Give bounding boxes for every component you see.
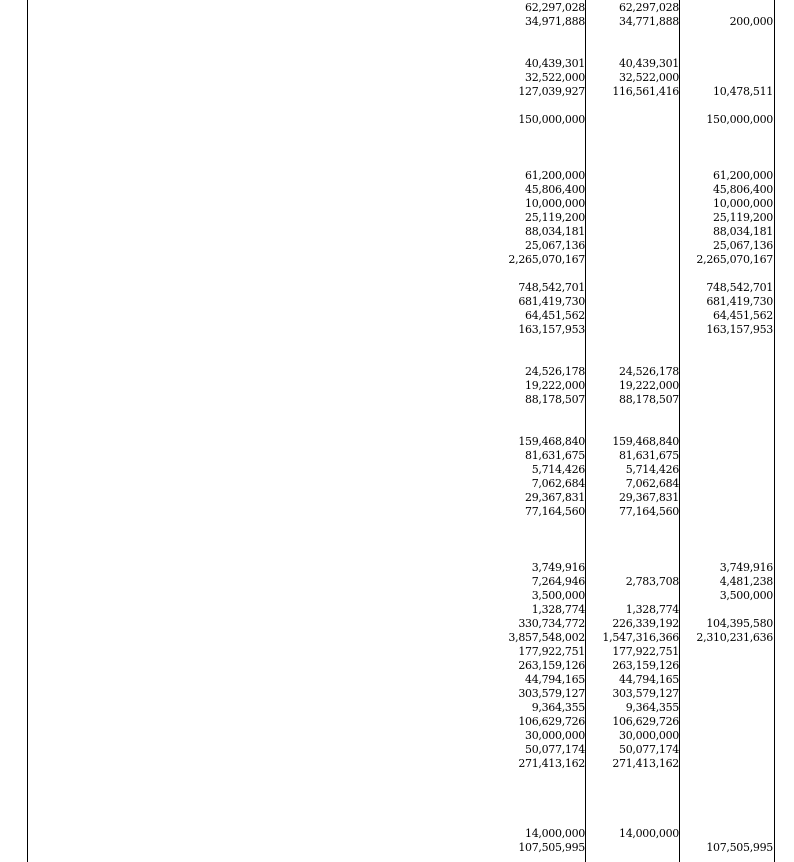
column-a-value	[587, 547, 679, 561]
column-b-value	[681, 477, 773, 491]
column-b-divider	[774, 0, 775, 862]
column-a-value	[587, 141, 679, 155]
total-value: 5,714,426	[531, 463, 585, 476]
column-b-value: 200,000	[729, 15, 773, 28]
total-value: 19,222,000	[525, 379, 585, 392]
column-b-value	[681, 407, 773, 421]
total-value	[485, 141, 585, 155]
total-value	[485, 43, 585, 57]
column-a-value	[587, 281, 679, 295]
total-value: 1,328,774	[531, 603, 585, 616]
column-a-value	[587, 561, 679, 575]
column-a-value	[587, 533, 679, 547]
column-a-value: 44,794,165	[619, 673, 679, 686]
column-a-value	[587, 155, 679, 169]
column-b-value	[681, 337, 773, 351]
column-b-value: 2,265,070,167	[696, 253, 773, 266]
total-value: 32,522,000	[525, 71, 585, 84]
left-border-line	[27, 0, 28, 862]
column-a-value	[587, 127, 679, 141]
column-a-value	[587, 519, 679, 533]
column-a-value: 40,439,301	[619, 57, 679, 70]
total-value	[485, 533, 585, 547]
row-group-tick	[27, 748, 28, 754]
total-value: 163,157,953	[518, 323, 585, 336]
total-value: 45,806,400	[525, 183, 585, 196]
column-a-value	[587, 323, 679, 337]
row-group-tick	[27, 256, 28, 262]
column-a-value	[587, 295, 679, 309]
column-b-value: 4,481,238	[719, 575, 773, 588]
column-b-value: 104,395,580	[706, 617, 773, 630]
column-a-value	[587, 43, 679, 57]
column-b-value: 163,157,953	[706, 323, 773, 336]
total-value: 29,367,831	[525, 491, 585, 504]
total-value: 24,526,178	[525, 365, 585, 378]
total-value: 681,419,730	[518, 295, 585, 308]
column-b-value	[681, 519, 773, 533]
total-value	[485, 771, 585, 785]
total-value	[485, 99, 585, 113]
column-b-value: 3,500,000	[719, 589, 773, 602]
column-b-value: 45,806,400	[713, 183, 773, 196]
column-a-value: 14,000,000	[619, 827, 679, 840]
column-b-value	[681, 127, 773, 141]
column-a-value	[587, 309, 679, 323]
total-value: 271,413,162	[518, 757, 585, 770]
column-a-value	[587, 169, 679, 183]
column-b-value: 25,067,136	[713, 239, 773, 252]
total-value: 44,794,165	[525, 673, 585, 686]
column-a-value: 271,413,162	[612, 757, 679, 770]
column-a-value	[587, 813, 679, 827]
column-b-value	[681, 379, 773, 393]
total-value: 9,364,355	[531, 701, 585, 714]
column-a-value: 106,629,726	[612, 715, 679, 728]
column-b-value	[681, 757, 773, 771]
column-b-value	[681, 813, 773, 827]
column-b-value	[681, 799, 773, 813]
total-value: 748,542,701	[518, 281, 585, 294]
column-b-value	[681, 1, 773, 15]
column-b-value: 88,034,181	[713, 225, 773, 238]
total-value: 330,734,772	[518, 617, 585, 630]
column-b-value	[681, 393, 773, 407]
column-a-value	[587, 785, 679, 799]
total-value: 7,062,684	[531, 477, 585, 490]
total-value	[485, 813, 585, 827]
row-group-tick	[27, 580, 28, 586]
column-a-value: 226,339,192	[612, 617, 679, 630]
column-b-value	[681, 743, 773, 757]
total-value: 14,000,000	[525, 827, 585, 840]
total-value: 88,034,181	[525, 225, 585, 238]
column-b-value	[681, 29, 773, 43]
column-a-value	[587, 351, 679, 365]
column-a-value	[587, 99, 679, 113]
column-a-value: 19,222,000	[619, 379, 679, 392]
column-a-value: 77,164,560	[619, 505, 679, 518]
column-a-value	[587, 799, 679, 813]
column-b-value	[681, 715, 773, 729]
total-value: 177,922,751	[518, 645, 585, 658]
column-b-value: 61,200,000	[713, 169, 773, 182]
total-value	[485, 337, 585, 351]
column-a-value	[587, 211, 679, 225]
column-a-value: 62,297,028	[619, 1, 679, 14]
column-b-value	[681, 351, 773, 365]
total-value: 159,468,840	[518, 435, 585, 448]
column-a-divider	[679, 0, 680, 862]
column-a-value	[587, 337, 679, 351]
column-b-value	[681, 729, 773, 743]
total-value: 88,178,507	[525, 393, 585, 406]
total-value: 150,000,000	[518, 113, 585, 126]
column-a-value	[587, 421, 679, 435]
total-value	[485, 267, 585, 281]
column-b-value	[681, 645, 773, 659]
column-b-value	[681, 603, 773, 617]
column-a-value: 1,328,774	[625, 603, 679, 616]
total-value: 7,264,946	[531, 575, 585, 588]
column-b-value: 25,119,200	[713, 211, 773, 224]
column-b-value	[681, 71, 773, 85]
column-a-value	[587, 267, 679, 281]
column-b-value: 2,310,231,636	[696, 631, 773, 644]
column-a-value: 34,771,888	[619, 15, 679, 28]
column-a-value	[587, 197, 679, 211]
column-a-value: 50,077,174	[619, 743, 679, 756]
column-a-value: 177,922,751	[612, 645, 679, 658]
column-a-value: 32,522,000	[619, 71, 679, 84]
total-value	[485, 407, 585, 421]
column-a-value: 303,579,127	[612, 687, 679, 700]
column-b-value: 681,419,730	[706, 295, 773, 308]
total-value: 107,505,995	[518, 841, 585, 854]
column-b-value	[681, 673, 773, 687]
column-a-value: 263,159,126	[612, 659, 679, 672]
column-a-value	[587, 239, 679, 253]
column-b-value: 150,000,000	[706, 113, 773, 126]
total-value: 127,039,927	[518, 85, 585, 98]
column-b-value	[681, 687, 773, 701]
total-value: 64,451,562	[525, 309, 585, 322]
column-b-value: 3,749,916	[719, 561, 773, 574]
column-b-value: 748,542,701	[706, 281, 773, 294]
column-b-value: 10,000,000	[713, 197, 773, 210]
column-a-value	[587, 113, 679, 127]
total-value: 50,077,174	[525, 743, 585, 756]
column-a-value: 30,000,000	[619, 729, 679, 742]
column-a-value: 29,367,831	[619, 491, 679, 504]
column-b-value	[681, 533, 773, 547]
total-value: 25,119,200	[525, 211, 585, 224]
column-a-value	[587, 253, 679, 267]
total-value: 263,159,126	[518, 659, 585, 672]
column-a-value	[587, 183, 679, 197]
total-column-divider	[585, 0, 586, 862]
total-value: 81,631,675	[525, 449, 585, 462]
column-b-value	[681, 505, 773, 519]
total-value: 10,000,000	[525, 197, 585, 210]
column-b-value	[681, 491, 773, 505]
column-b-value	[681, 827, 773, 841]
total-value	[485, 29, 585, 43]
column-a-value: 159,468,840	[612, 435, 679, 448]
column-a-value: 7,062,684	[625, 477, 679, 490]
column-b-value	[681, 785, 773, 799]
total-value	[485, 547, 585, 561]
column-a-value	[587, 225, 679, 239]
column-a-value: 5,714,426	[625, 463, 679, 476]
column-b-value	[681, 547, 773, 561]
row-group-tick	[27, 86, 28, 92]
column-a-value	[587, 29, 679, 43]
total-value: 61,200,000	[525, 169, 585, 182]
total-value: 30,000,000	[525, 729, 585, 742]
total-value: 62,297,028	[525, 1, 585, 14]
column-b-value	[681, 141, 773, 155]
total-value	[485, 421, 585, 435]
column-b-value	[681, 701, 773, 715]
column-b-value: 64,451,562	[713, 309, 773, 322]
total-value: 34,971,888	[525, 15, 585, 28]
column-b-value	[681, 435, 773, 449]
total-value: 3,500,000	[531, 589, 585, 602]
column-b-value: 107,505,995	[706, 841, 773, 854]
total-value: 3,857,548,002	[508, 631, 585, 644]
column-a-value: 9,364,355	[625, 701, 679, 714]
column-a-value: 116,561,416	[612, 85, 679, 98]
column-a-value: 1,547,316,366	[602, 631, 679, 644]
total-value	[485, 519, 585, 533]
total-value	[485, 799, 585, 813]
column-b-value	[681, 99, 773, 113]
column-b-value	[681, 57, 773, 71]
total-value	[485, 155, 585, 169]
column-a-value: 2,783,708	[625, 575, 679, 588]
column-a-value: 24,526,178	[619, 365, 679, 378]
column-b-value	[681, 449, 773, 463]
total-value: 77,164,560	[525, 505, 585, 518]
column-b-value	[681, 365, 773, 379]
column-a-value: 81,631,675	[619, 449, 679, 462]
column-a-value: 88,178,507	[619, 393, 679, 406]
total-value	[485, 785, 585, 799]
total-value	[485, 127, 585, 141]
total-value: 40,439,301	[525, 57, 585, 70]
column-a-value	[587, 841, 679, 855]
column-a-value	[587, 589, 679, 603]
total-value: 106,629,726	[518, 715, 585, 728]
total-value: 303,579,127	[518, 687, 585, 700]
column-b-value	[681, 155, 773, 169]
total-value	[485, 351, 585, 365]
row-group-tick	[27, 424, 28, 430]
column-b-value	[681, 771, 773, 785]
column-b-value	[681, 43, 773, 57]
column-a-value	[587, 407, 679, 421]
total-value: 2,265,070,167	[508, 253, 585, 266]
column-b-value	[681, 463, 773, 477]
total-value: 25,067,136	[525, 239, 585, 252]
column-b-value: 10,478,511	[713, 85, 773, 98]
column-b-value	[681, 421, 773, 435]
column-b-value	[681, 267, 773, 281]
column-b-value	[681, 659, 773, 673]
total-value: 3,749,916	[531, 561, 585, 574]
column-a-value	[587, 771, 679, 785]
